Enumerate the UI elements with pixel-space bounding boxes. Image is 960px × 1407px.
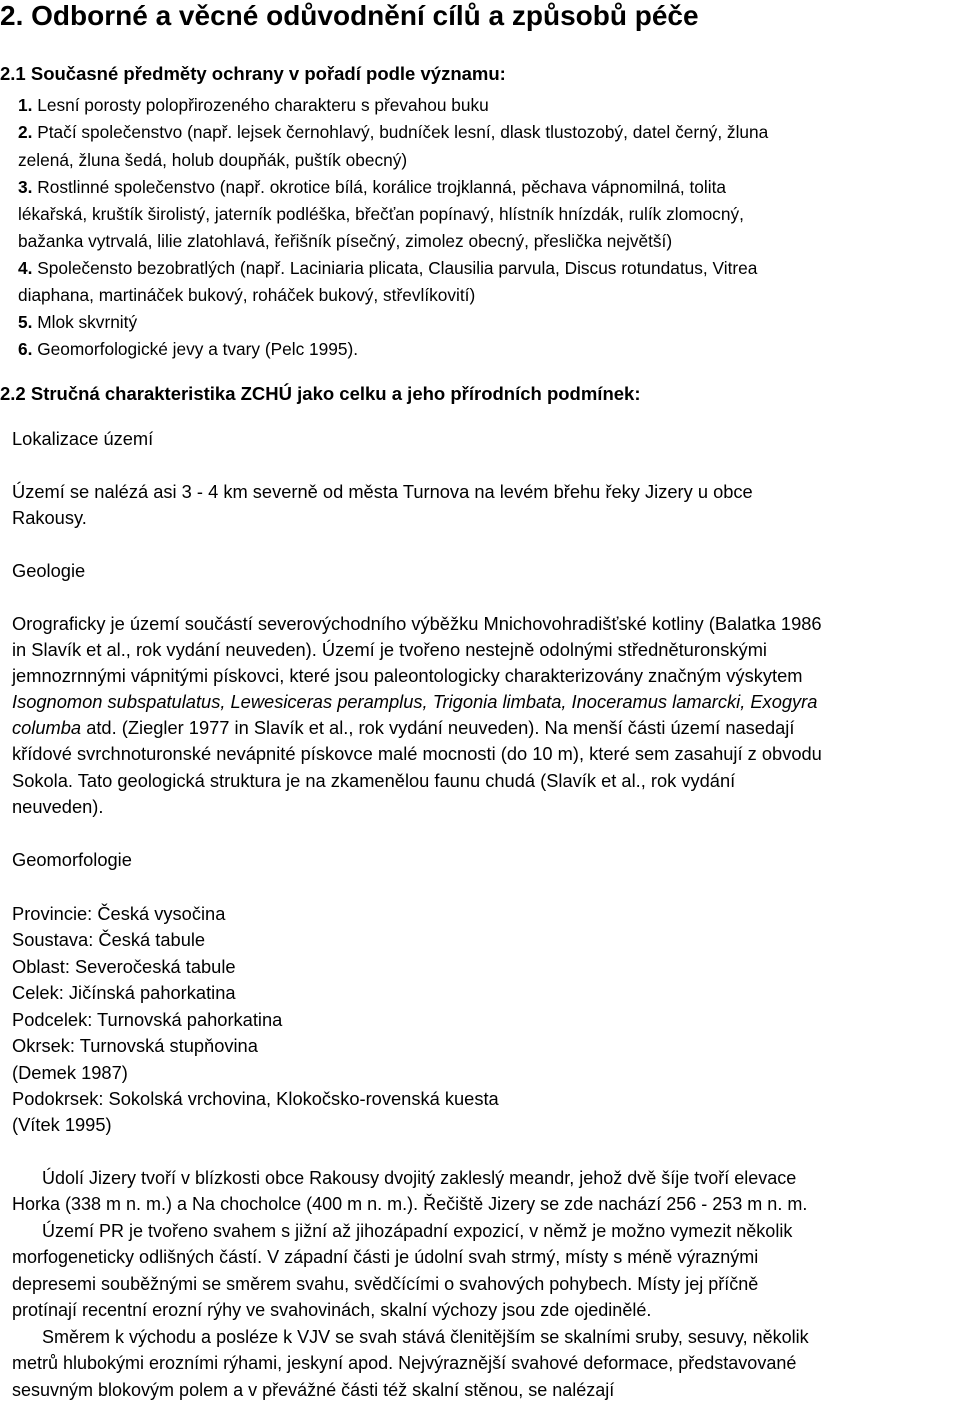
geomorph-unit: Podokrsek: Sokolská vrchovina, Klokočsko-rovenská kuesta [12, 1088, 499, 1109]
paragraph-line: sesuvným blokovým polem a v převážné části též skalní stěnou, se nalézají [12, 1380, 615, 1400]
item-text: Mlok skvrnitý [37, 312, 138, 332]
geomorph-unit: Oblast: Severočeská tabule [12, 956, 236, 977]
item-number: 1. [18, 95, 33, 115]
paragraph-line: Horka (338 m n. m.) a Na chocholce (400 m n. m.). Řečiště Jizery se zde nachází 256 - 253 m n. m. [12, 1194, 808, 1214]
fossil-species-line: Isognomon subspatulatus, Lewesiceras peramplus, Trigonia limbata, Inoceramus lamarcki, Exogyra [12, 691, 818, 712]
protection-item-5 [18, 312, 137, 333]
geomorph-unit: Soustava: Česká tabule [12, 929, 206, 950]
lokalizace-heading: Lokalizace území [12, 428, 154, 449]
paragraph-line: Údolí Jizery tvoří v blízkosti obce Rakousy dvojitý zakleslý meandr, jehož dvě šíje tvoří elevace [42, 1168, 797, 1188]
protection-item-4 [18, 258, 757, 279]
geologie-line: in Slavík et al., rok vydání neuveden). Území je tvořeno nestejně odolnými středněturonskými [12, 639, 767, 660]
protection-item-3-cont: bažanka vytrvalá, lilie zlatohlavá, řeřišník písečný, zimolez obecný, přeslička největší) [18, 231, 673, 251]
paragraph-line: Území PR je tvořeno svahem s jižní až jihozápadní expozicí, v němž je možno vymezit několik [42, 1221, 793, 1241]
item-number: 2. [18, 122, 33, 142]
protection-item-2-cont: zelená, žluna šedá, holub doupňák, puštík obecný) [18, 150, 408, 170]
item-text: Rostlinné společenstvo (např. okrotice bílá, korálice trojklanná, pěchava vápnomilná, tolita [37, 177, 726, 197]
protection-item-3-cont: lékařská, kruštík širolistý, jaterník podléška, břečťan popínavý, hlístník hnízdák, rulík zlomocný, [18, 204, 744, 224]
paragraph-line: protínají recentní erozní rýhy ve svahovinách, skalní výchozy jsou zde ojedinělé. [12, 1300, 652, 1320]
geologie-heading: Geologie [12, 560, 86, 581]
lokalizace-line: Rakousy. [12, 507, 87, 528]
geomorph-citation: (Demek 1987) [12, 1062, 128, 1083]
geomorph-unit: Podcelek: Turnovská pahorkatina [12, 1009, 283, 1030]
page-heading: 2. Odborné a věcné odůvodnění cílů a způsobů péče [0, 0, 699, 31]
protection-item-3 [18, 177, 726, 198]
item-number: 4. [18, 258, 33, 278]
protection-item-1 [18, 95, 489, 116]
geomorfologie-heading: Geomorfologie [12, 849, 132, 870]
item-number: 6. [18, 339, 33, 359]
protection-item-6 [18, 339, 358, 360]
geologie-line: jemnozrnnými vápnitými pískovci, které jsou paleontologicky charakterizovány značným výskytem [12, 665, 803, 686]
section-2-2-title: 2.2 Stručná charakteristika ZCHÚ jako celku a jeho přírodních podmínek: [0, 383, 641, 404]
item-text: Společensto bezobratlých (např. Laciniaria plicata, Clausilia parvula, Discus rotundatus, Vitrea [37, 258, 758, 278]
paragraph-line: Směrem k východu a posléze k VJV se svah stává členitějším se skalními sruby, sesuvy, několik [42, 1327, 809, 1347]
paragraph-line: morfogeneticky odlišných částí. V západní části je údolní svah strmý, místy s méně výraznými [12, 1247, 759, 1267]
protection-item-4-cont: diaphana, martináček bukový, roháček bukový, střevlíkovití) [18, 285, 476, 305]
item-text: Geomorfologické jevy a tvary (Pelc 1995). [37, 339, 359, 359]
geologie-line: křídové svrchnoturonské nevápnité pískovce malé mocnosti (do 10 m), které sem zasahují z obvodu [12, 743, 822, 764]
item-number: 3. [18, 177, 33, 197]
geomorph-unit: Celek: Jičínská pahorkatina [12, 982, 236, 1003]
fossil-species: columba [12, 717, 82, 738]
geomorph-unit: Provincie: Česká vysočina [12, 903, 226, 924]
section-2-1-title: 2.1 Současné předměty ochrany v pořadí podle významu: [0, 63, 506, 84]
item-text: Lesní porosty polopřirozeného charakteru s převahou buku [37, 95, 489, 115]
lokalizace-line: Území se nalézá asi 3 - 4 km severně od města Turnova na levém břehu řeky Jizery u obce [12, 481, 753, 502]
geomorph-unit: Okrsek: Turnovská stupňovina [12, 1035, 258, 1056]
item-number: 5. [18, 312, 33, 332]
geomorph-citation: (Vítek 1995) [12, 1114, 112, 1135]
item-text: Ptačí společenstvo (např. lejsek černohlavý, budníček lesní, dlask tlustozobý, datel černý, žluna [37, 122, 769, 142]
geologie-text: atd. (Ziegler 1977 in Slavík et al., rok vydání neuveden). Na menší části území nasedají [81, 717, 795, 738]
paragraph-line: metrů hlubokými erozními rýhami, jeskyní apod. Nejvýraznější svahové deformace, představované [12, 1353, 797, 1373]
protection-item-2 [18, 122, 768, 143]
geologie-line: Orograficky je území součástí severovýchodního výběžku Mnichovohradišťské kotliny (Balatka 1986 [12, 613, 822, 634]
geologie-line: neuveden). [12, 796, 104, 817]
geologie-line: Sokola. Tato geologická struktura je na zkamenělou faunu chudá (Slavík et al., rok vydání [12, 770, 736, 791]
paragraph-line: depresemi souběžnými se směrem svahu, svědčícími o svahových pohybech. Místy jej příčně [12, 1274, 759, 1294]
geologie-line [12, 717, 794, 739]
